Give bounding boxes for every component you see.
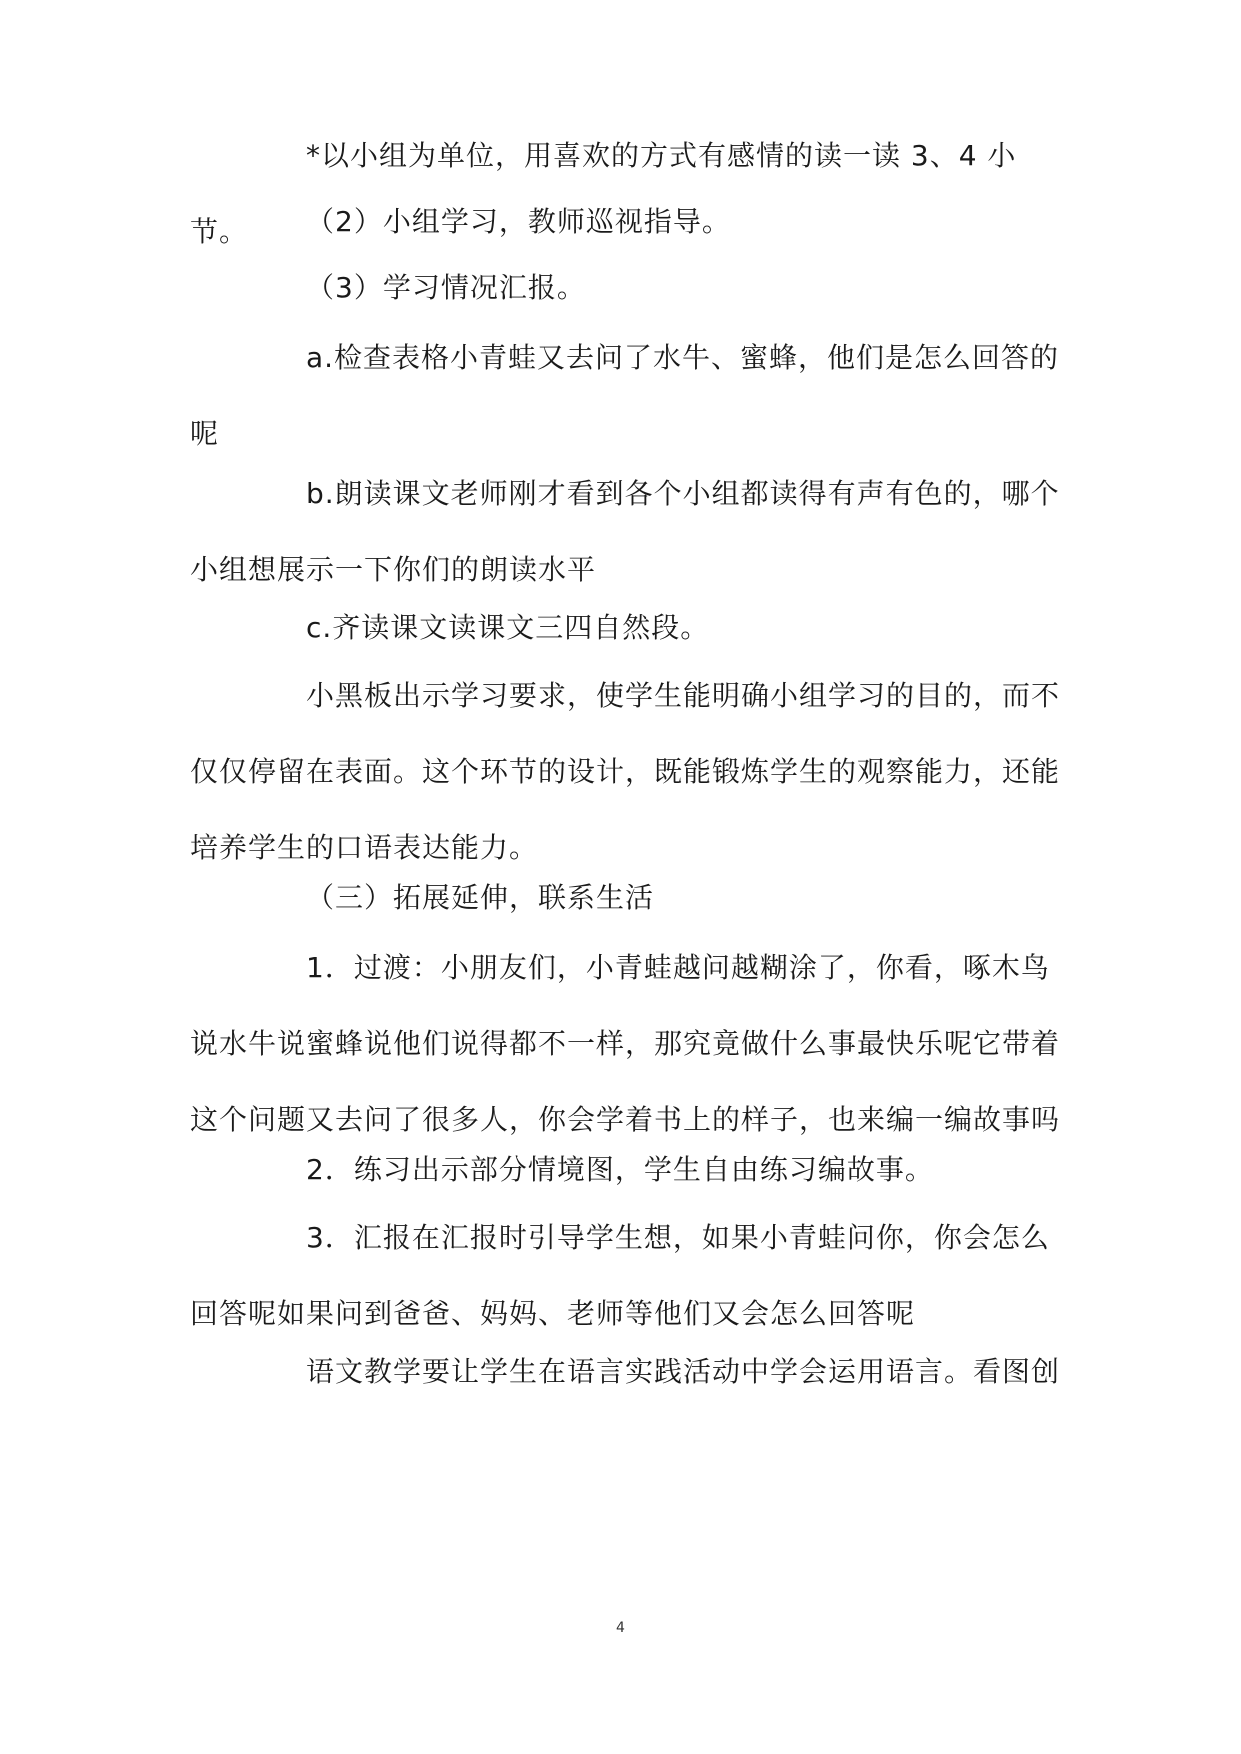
paragraph-report-guidance: 3．汇报在汇报时引导学生想，如果小青蛙问你，你会怎么回答呢如果问到爸爸、妈妈、老师等他们又会怎么回答呢 — [190, 1221, 1050, 1330]
paragraph-practice: 2．练习出示部分情境图，学生自由练习编故事。 — [306, 1153, 934, 1186]
paragraph-group-study: （2）小组学习，教师巡视指导。 — [306, 205, 731, 238]
paragraph-read-together: c.齐读课文读课文三四自然段。 — [306, 611, 710, 644]
paragraph-language-practice: 语文教学要让学生在语言实践活动中学会运用语言。看图创 — [306, 1355, 1061, 1388]
paragraph-transition: 1．过渡：小朋友们，小青蛙越问越糊涂了，你看，啄木鸟说水牛说蜜蜂说他们说得都不一样，那究竟做什么事最快乐呢它带着这个问题又去问了很多人，你会学着书上的样子，也来编一编故事吗 — [190, 951, 1061, 1136]
paragraph-check-table: a.检查表格小青蛙又去问了水牛、蜜蜂，他们是怎么回答的呢 — [190, 341, 1060, 450]
page-number: 4 — [616, 1620, 625, 1636]
paragraph-group-reading-task: *以小组为单位，用喜欢的方式有感情的读一读 3、4 小节。 — [190, 139, 1017, 248]
paragraph-blackboard-requirements: 小黑板出示学习要求，使学生能明确小组学习的目的，而不仅仅停留在表面。这个环节的设计，既能锻炼学生的观察能力，还能培养学生的口语表达能力。 — [190, 679, 1061, 864]
section-heading-extension: （三）拓展延伸，联系生活 — [306, 881, 655, 914]
paragraph-study-report: （3）学习情况汇报。 — [306, 271, 586, 304]
paragraph-read-aloud: b.朗读课文老师刚才看到各个小组都读得有声有色的，哪个小组想展示一下你们的朗读水平 — [190, 477, 1060, 586]
